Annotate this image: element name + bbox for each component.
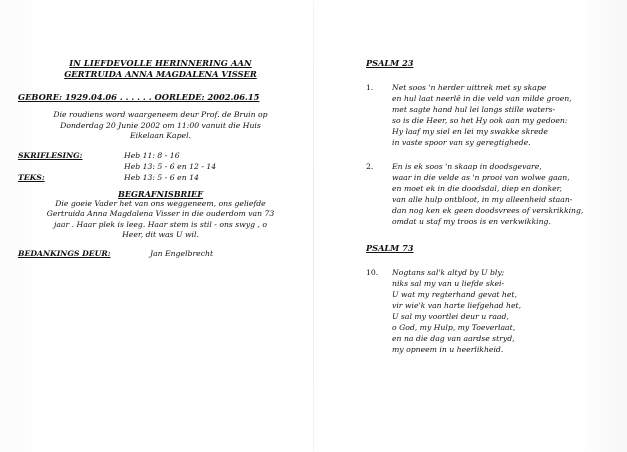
verse-lines — [392, 267, 616, 355]
skriflesing-row — [18, 161, 303, 172]
verse-line: En is ek soos 'n skaap in doodsgevare, — [392, 162, 542, 171]
psalm-73-verse — [366, 267, 616, 355]
service-line: Die roudiens word waargeneem deur Prof. de Bruin op — [53, 110, 268, 119]
begrafnisbrief-text — [18, 199, 303, 241]
verse-number: 1. — [366, 83, 374, 92]
verse-line: omdat u staf my troos is en verkwikking. — [392, 217, 551, 226]
verse-line: vir wie'k van harte liefgehad het, — [392, 301, 522, 310]
verse-line: en hul laat neerlê in die veld van milde groen, — [392, 94, 572, 103]
verse-line: niks sal my van u liefde skei- — [392, 279, 505, 288]
title-line-2: GERTRUIDA ANNA MAGDALENA VISSER — [64, 69, 257, 79]
service-line: Eikelaan Kapel. — [130, 131, 191, 140]
skriflesing-value: Heb 13: 5 - 6 en 12 - 14 — [124, 161, 217, 171]
verse-line: o God, my Hulp, my Toeverlaat, — [392, 323, 516, 332]
scripture-block — [18, 150, 303, 183]
verse-line: en moet ek in die doodsdal, diep en donker, — [392, 184, 562, 193]
begrafnisbrief-line: jaar . Haar plek is leeg. Haar stem is stil - ons swyg , o — [53, 219, 268, 229]
right-panel — [366, 58, 616, 355]
bedankings-label: BEDANKINGS DEUR: — [18, 248, 111, 258]
verse-lines — [392, 82, 616, 148]
psalm-23-verse — [366, 82, 616, 148]
service-details — [18, 110, 303, 142]
verse-number: 2. — [366, 162, 374, 171]
birth-death-dates: GEBORE: 1929.04.06 . . . . . . OORLEDE: 2002.06.15 — [18, 92, 260, 102]
bedankings-row — [18, 249, 303, 258]
left-panel — [18, 58, 303, 258]
verse-line: my opneem in u heerlikheid. — [392, 345, 504, 354]
teks-row — [18, 172, 303, 183]
begrafnisbrief-heading: BEGRAFNISBRIEF — [118, 188, 203, 199]
begrafnisbrief-line: Die goeie Vader het van ons weggeneem, ons geliefde — [55, 198, 266, 208]
bedankings-value: Jan Engelbrecht — [150, 248, 214, 258]
center-fold — [313, 0, 314, 452]
skriflesing-value: Heb 11: 8 - 16 — [124, 150, 180, 160]
verse-line: Hy laaf my siel en lei my swakke skrede — [392, 127, 548, 136]
psalm-23-verse — [366, 161, 616, 227]
begrafnisbrief-line: Gertruida Anna Magdalena Visser in die ouderdom van 73 — [46, 209, 275, 218]
verse-line: Net soos 'n herder uittrek met sy skape — [392, 83, 547, 92]
verse-line: Nogtans sal'k altyd by U bly; — [392, 268, 505, 277]
verse-line: en na die dag van aardse stryd, — [392, 334, 515, 343]
verse-line: dan nog ken ek geen doodsvrees of verskrikking, — [392, 206, 584, 215]
verse-line: U sal my voortlei deur u raad, — [392, 312, 509, 321]
verse-lines — [392, 161, 616, 227]
verse-line: met sagte hand hul lei langs stille waters- — [392, 105, 556, 114]
teks-value: Heb 13: 5 - 6 en 14 — [124, 172, 199, 182]
verse-line: so is die Heer, so het Hy ook aan my gedoen: — [392, 116, 568, 125]
verse-number: 10. — [366, 268, 379, 277]
verse-line: waar in die velde as 'n prooi van wolwe gaan, — [392, 173, 570, 182]
teks-label: TEKS: — [18, 172, 45, 182]
psalm-23-title: PSALM 23 — [366, 58, 414, 68]
verse-line: U wat my regterhand gevat het, — [392, 290, 517, 299]
skriflesing-label: SKRIFLESING: — [18, 150, 83, 160]
psalm-73-title: PSALM 73 — [366, 243, 414, 253]
skriflesing-row — [18, 150, 303, 161]
begrafnisbrief-line: Heer, dit was U wil. — [122, 230, 199, 239]
service-line: Donderdag 20 Junie 2002 om 11:00 vanuit die Huis — [60, 120, 261, 130]
verse-line: in vaste spoor van sy geregtighede. — [392, 138, 531, 147]
verse-line: van alle hulp ontbloot, in my alleenheid staan- — [392, 195, 573, 204]
title-line-1: IN LIEFDEVOLLE HERINNERING AAN — [69, 58, 252, 68]
